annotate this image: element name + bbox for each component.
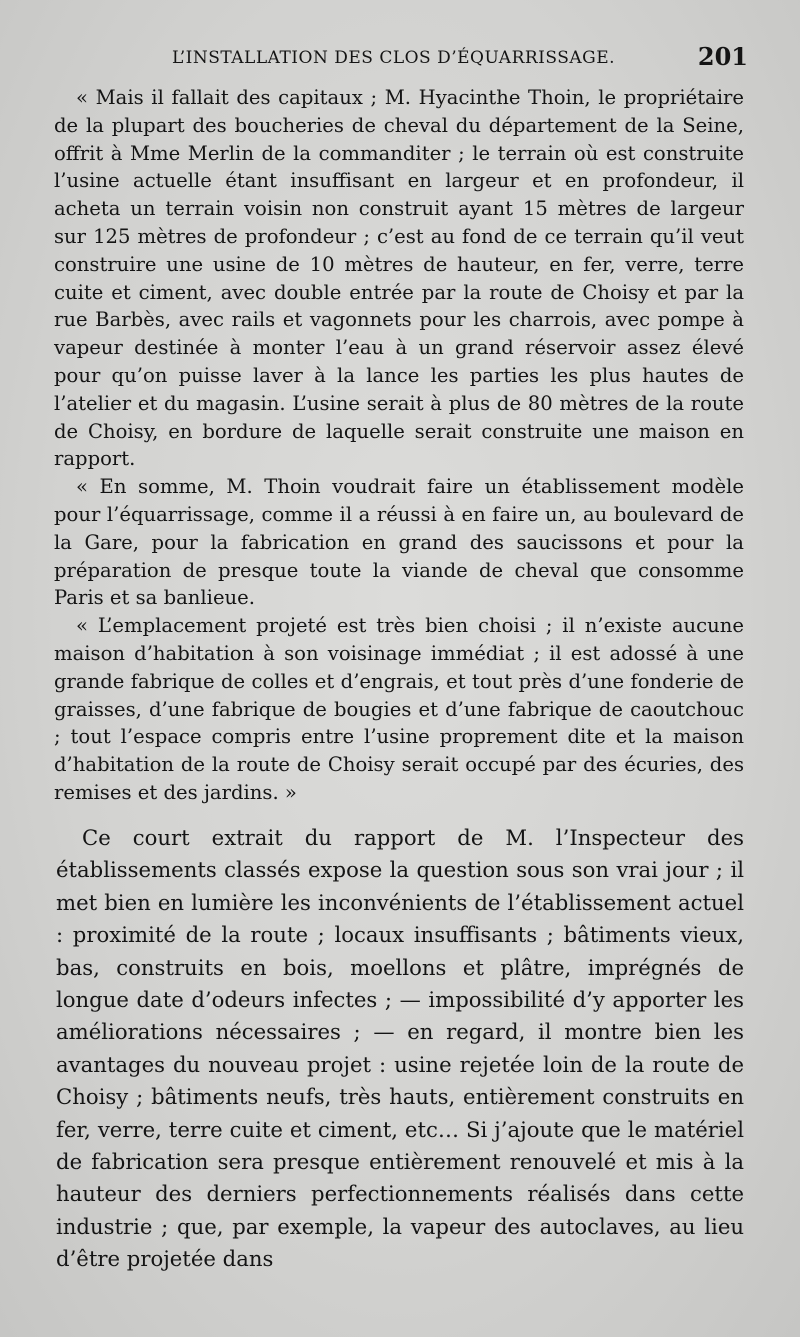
quote-paragraph: « L’emplacement projeté est très bien choisi ; il n’existe aucune maison d’habitation à son voisinage immédiat ; il est adossé à une grande fabrique de colles et d’engrais, et tout près d’une fonderie de graisses, d’une fabrique de bougies et d’une fabrique de caoutchouc ; tout l’espace compris entre l’usine proprement dite et la maison d’habitation de la route de Choisy serait occupé par des écuries, des remises et des jardins. » <box>54 614 744 804</box>
body-paragraph: Ce court extrait du rapport de M. l’Inspecteur des établissements classés expose la question sous son vrai jour ; il met bien en lumière les inconvénients de l’établissement actuel : proximité de la route ; locaux insuffisants ; bâtiments vieux, bas, construits en bois, moellons et plâtre, imprégnés de longue date d’odeurs infectes ; — impossibilité d’y apporter les améliorations nécessaires ; — en regard, il montre bien les avantages du nouveau projet : usine rejetée loin de la route de Choisy ; bâtiments neufs, très hauts, entièrement construits en fer, verre, terre cuite et ciment, etc… Si j’ajoute que le matériel de fabrication sera presque entièrement renouvelé et mis à la hauteur des derniers perfectionnements réalisés dans cette industrie ; que, par exemple, la vapeur des autoclaves, au lieu d’être projetée dans <box>56 825 744 1272</box>
quote-paragraph: « Mais il fallait des capitaux ; M. Hyacinthe Thoin, le propriétaire de la plupart des boucheries de cheval du département de la Seine, offrit à Mme Merlin de la commanditer ; le terrain où est construite l’usine actuelle étant insuffisant en largeur et en profondeur, il acheta un terrain voisin non construit ayant 15 mètres de largeur sur 125 mètres de profondeur ; c’est au fond de ce terrain qu’il veut construire une usine de 10 mètres de hauteur, en fer, verre, terre cuite et ciment, avec double entrée par la route de Choisy et par la rue Barbès, avec rails et vagonnets pour les charrois, avec pompe à vapeur destinée à monter l’eau à un grand réservoir assez élevé pour qu’on puisse laver à la lance les parties les plus hautes de l’atelier et du magasin. L’usine serait à plus de 80 mètres de la route de Choisy, en bordure de laquelle serait construite une maison en rapport. <box>54 86 744 471</box>
page-header <box>52 40 748 76</box>
body-text <box>56 822 744 1276</box>
quoted-report <box>54 84 744 807</box>
running-title: L’INSTALLATION DES CLOS D’ÉQUARRISSAGE. <box>172 48 616 68</box>
quote-paragraph: « En somme, M. Thoin voudrait faire un établissement modèle pour l’équarrissage, comme il a réussi à en faire un, au boulevard de la Gare, pour la fabrication en grand des saucissons et pour la préparation de presque toute la viande de cheval que consomme Paris et sa banlieue. <box>54 475 744 610</box>
page-number: 201 <box>697 42 748 71</box>
